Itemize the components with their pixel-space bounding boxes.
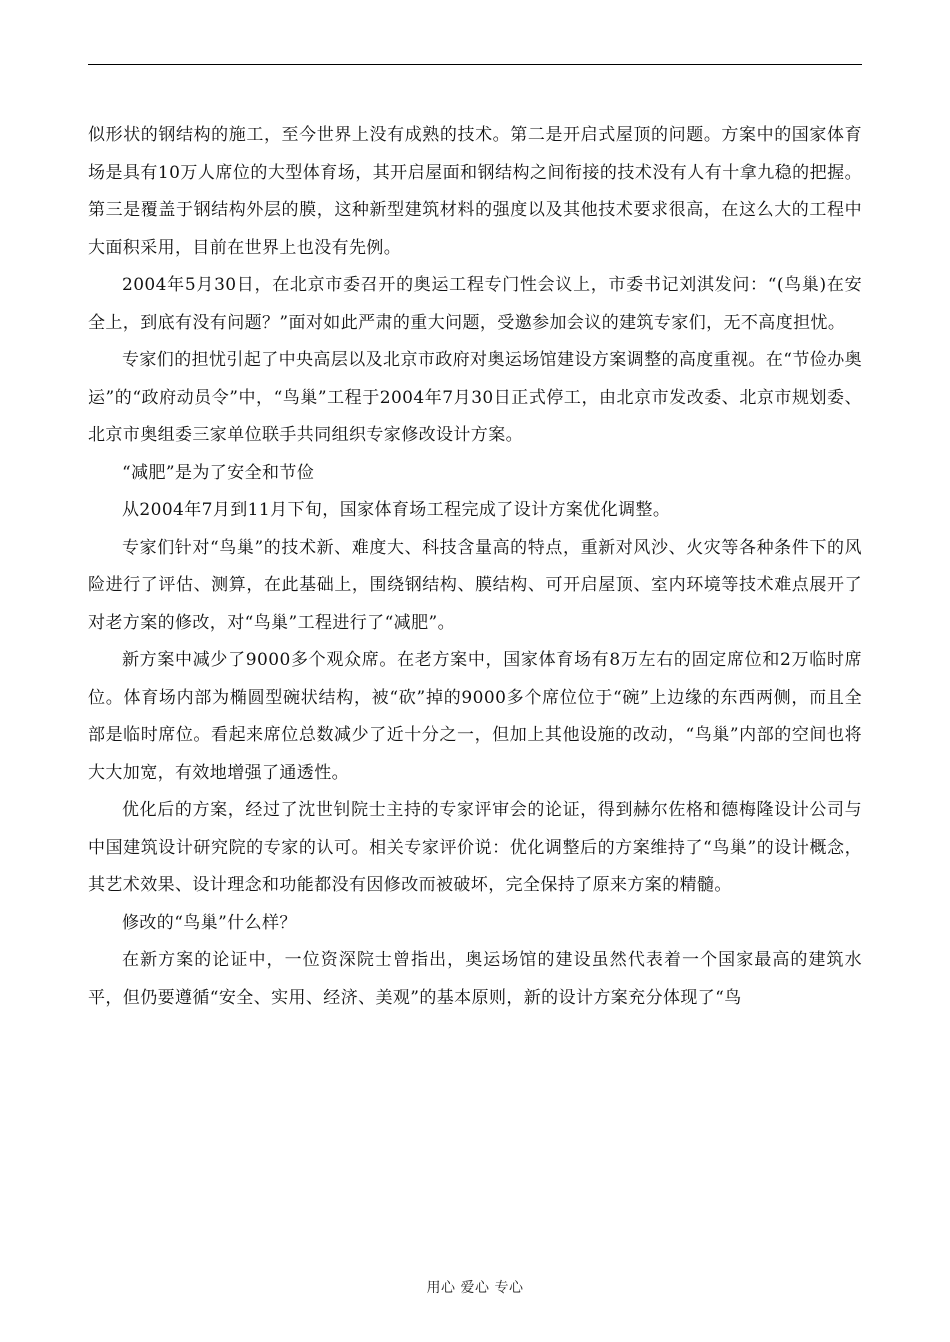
section-heading: “减肥”是为了安全和节俭	[122, 462, 315, 483]
paragraph: 似形状的钢结构的施工，至今世界上没有成熟的技术。第二是开启式屋顶的问题。方案中的国家体育场是具有10万人席位的大型体育场，其开启屋面和钢结构之间衔接的技术没有人有十拿九稳的把握。第三是覆盖于钢结构外层的膜，这种新型建筑材料的强度以及其他技术要求很高，在这么大的工程中大面积采用，目前在世界上也没有先例。	[88, 125, 862, 258]
paragraph: 2004年5月30日，在北京市委召开的奥运工程专门性会议上，市委书记刘淇发问：“(鸟巢)在安全上，到底有没有问题？”面对如此严肃的重大问题，受邀参加会议的建筑专家们，无不高度担忧。	[88, 275, 862, 333]
paragraph: 从2004年7月到11月下旬，国家体育场工程完成了设计方案优化调整。	[122, 500, 671, 520]
paragraph: 在新方案的论证中，一位资深院士曾指出，奥运场馆的建设虽然代表着一个国家最高的建筑水平，但仍要遵循“安全、实用、经济、美观”的基本原则，新的设计方案充分体现了“鸟	[88, 950, 862, 1008]
document-body	[88, 117, 862, 1017]
paragraph: 优化后的方案，经过了沈世钊院士主持的专家评审会的论证，得到赫尔佐格和德梅隆设计公司与中国建筑设计研究院的专家的认可。相关专家评价说：优化调整后的方案维持了“鸟巢”的设计概念，其艺术效果、设计理念和功能都没有因修改而被破坏，完全保持了原来方案的精髓。	[88, 800, 862, 895]
page-footer: 用心 爱心 专心	[426, 1280, 524, 1296]
paragraph: 专家们针对“鸟巢”的技术新、难度大、科技含量高的特点，重新对风沙、火灾等各种条件下的风险进行了评估、测算，在此基础上，围绕钢结构、膜结构、可开启屋顶、室内环境等技术难点展开了对老方案的修改，对“鸟巢”工程进行了“减肥”。	[88, 537, 862, 633]
section-heading: 修改的“鸟巢”什么样？	[122, 912, 297, 933]
header-divider	[88, 64, 862, 65]
paragraph: 新方案中减少了9000多个观众席。在老方案中，国家体育场有8万左右的固定席位和2万临时席位。体育场内部为椭圆型碗状结构，被“砍”掉的9000多个席位位于“碗”上边缘的东西两侧，而且全部是临时席位。看起来席位总数减少了近十分之一，但加上其他设施的改动，“鸟巢”内部的空间也将大大加宽，有效地增强了通透性。	[88, 650, 862, 783]
paragraph: 专家们的担忧引起了中央高层以及北京市政府对奥运场馆建设方案调整的高度重视。在“节俭办奥运”的“政府动员令”中，“鸟巢”工程于2004年7月30日正式停工，由北京市发改委、北京市规划委、北京市奥组委三家单位联手共同组织专家修改设计方案。	[88, 350, 862, 445]
